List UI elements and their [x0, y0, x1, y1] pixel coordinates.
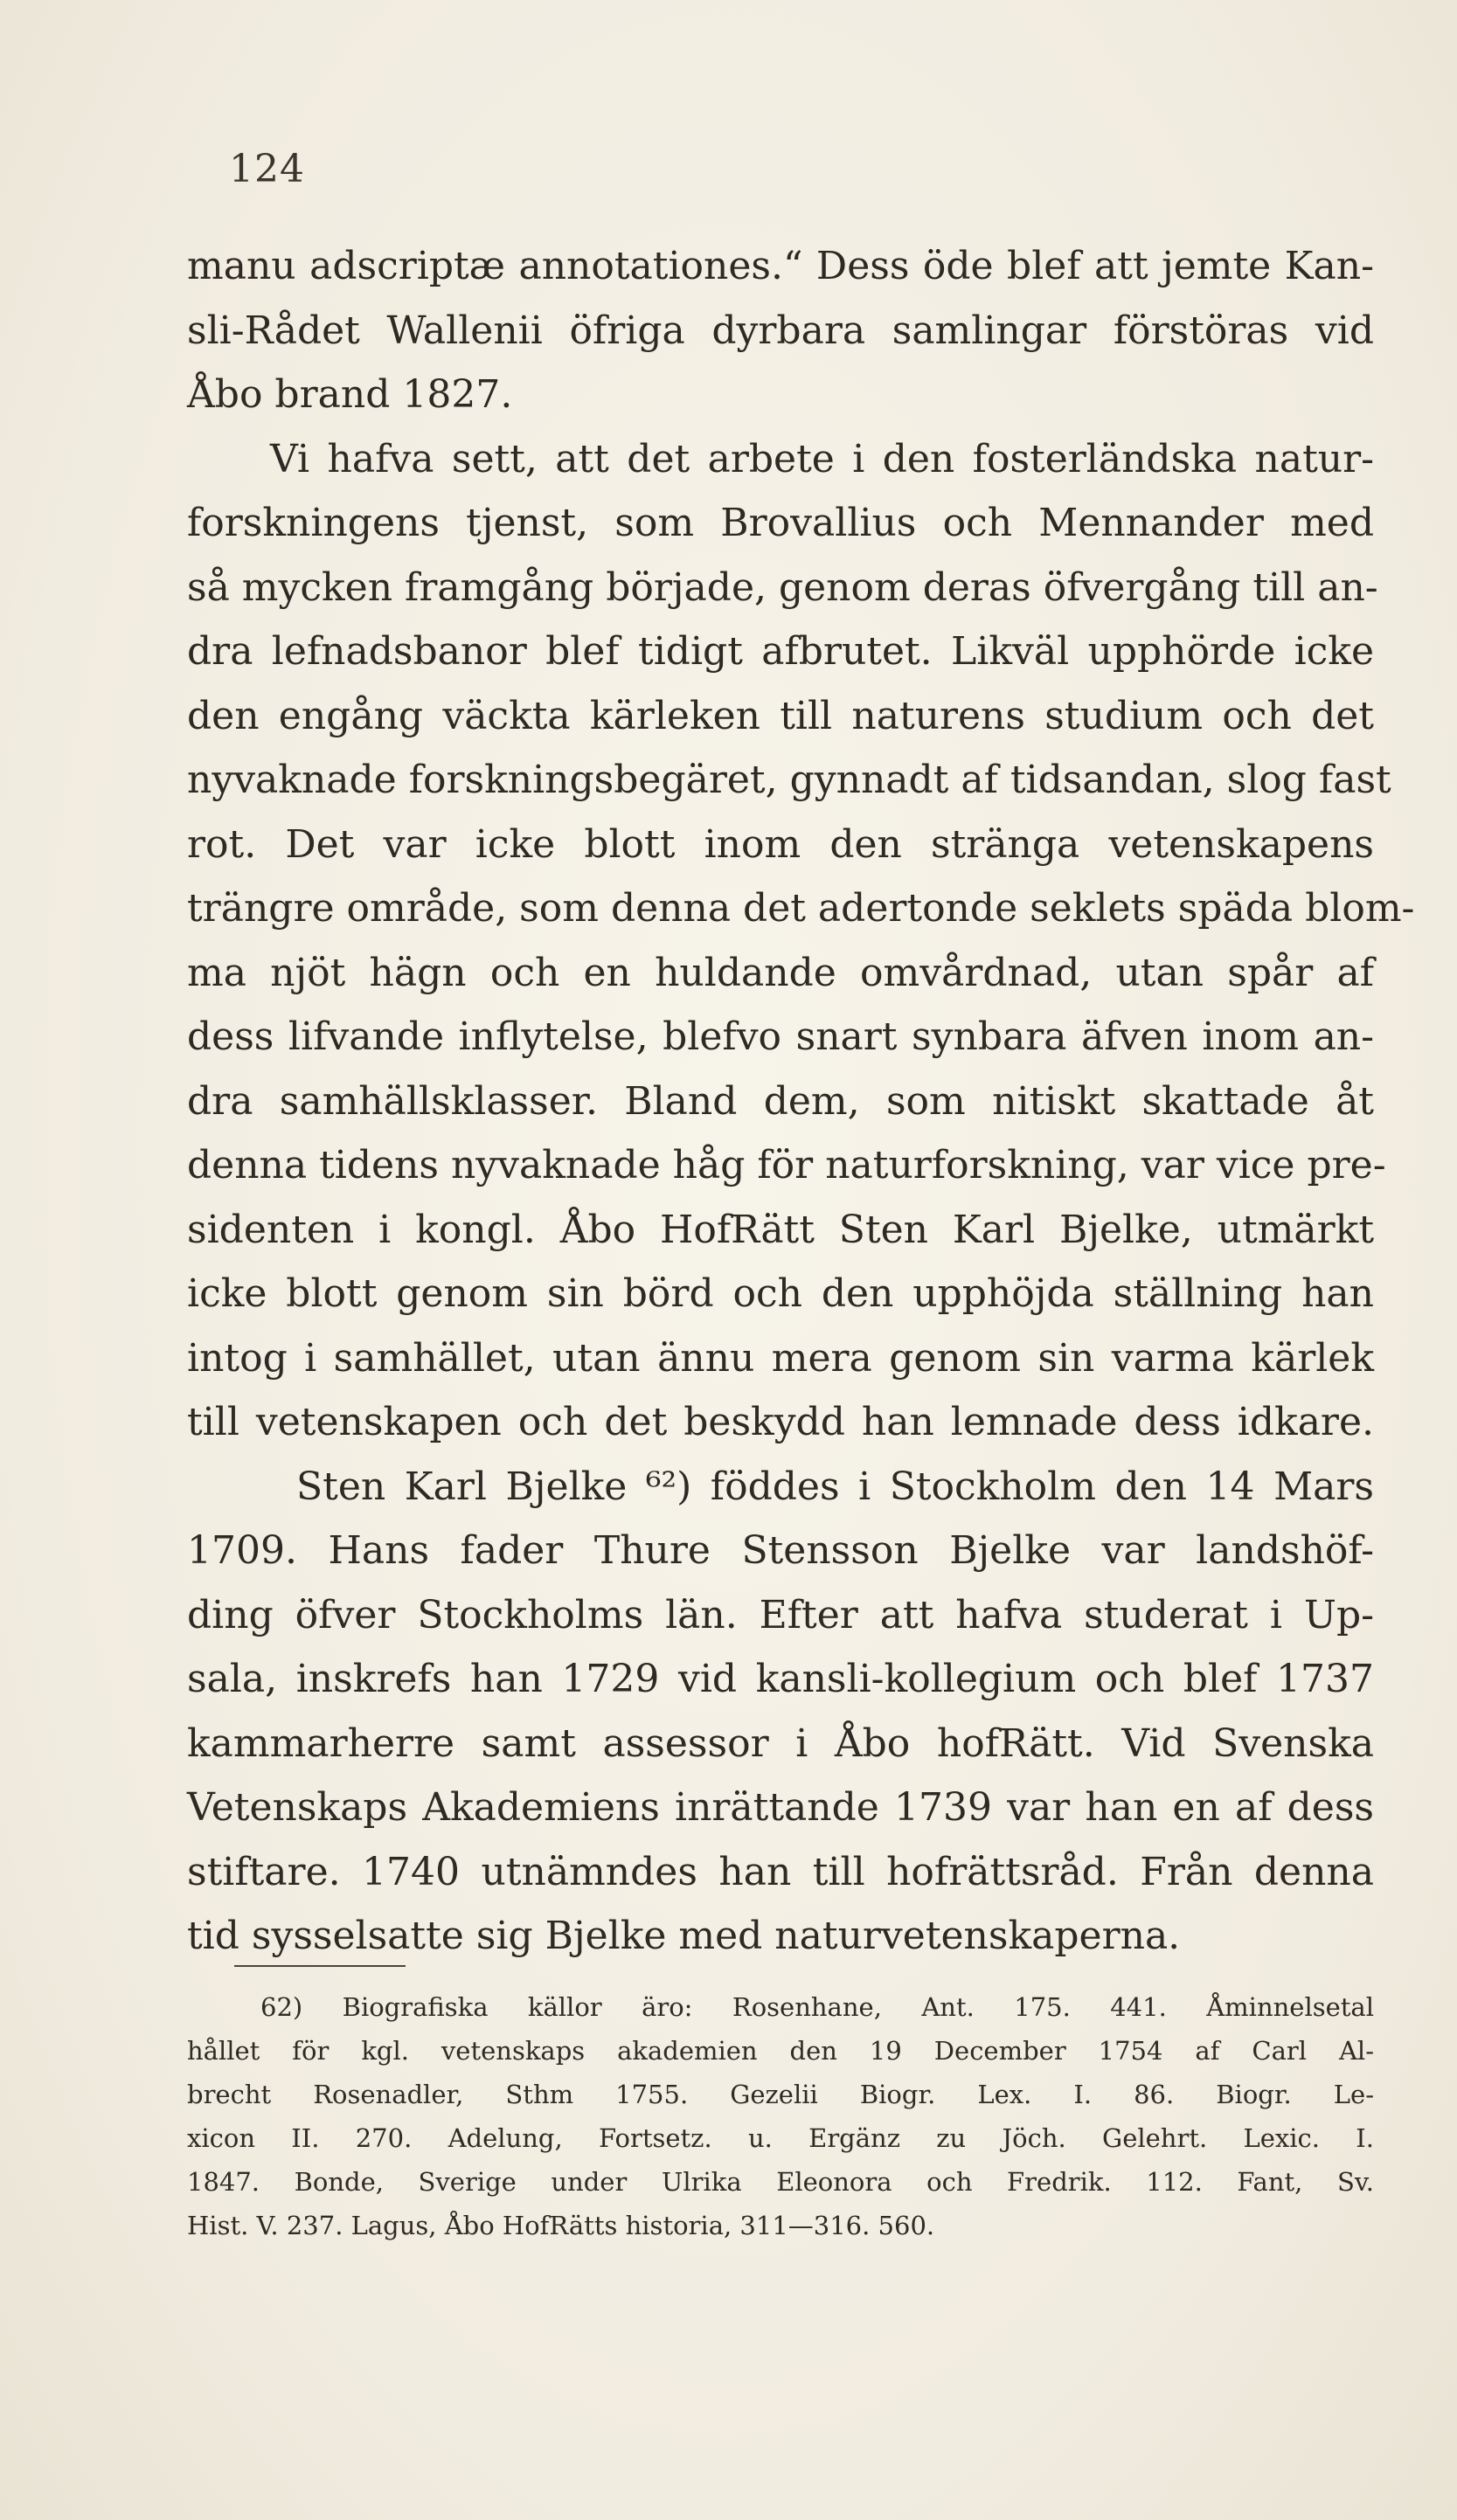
body-line: denna tidens nyvaknade håg för naturforskning, var vice pre-: [187, 1143, 1386, 1187]
body-line: Åbo brand 1827.: [187, 372, 513, 417]
body-line: Sten Karl Bjelke ⁶²) föddes i Stockholm den 14 Mars: [296, 1464, 1374, 1509]
body-line: ma njöt hägn och en huldande omvårdnad, utan spår af: [187, 950, 1374, 995]
footnote-separator: [234, 1965, 406, 1967]
body-line: icke blott genom sin börd och den upphöjda ställning han: [187, 1271, 1374, 1316]
body-line: Vi hafva sett, att det arbete i den fosterländska natur-: [270, 436, 1374, 481]
footnote-line: Hist. V. 237. Lagus, Åbo HofRätts historia, 311—316. 560.: [187, 2211, 935, 2240]
body-line: ding öfver Stockholms län. Efter att hafva studerat i Up-: [187, 1592, 1374, 1637]
body-line: 1709. Hans fader Thure Stensson Bjelke var landshöf-: [187, 1528, 1374, 1573]
page-number: 124: [229, 147, 305, 191]
footnote-line: 1847. Bonde, Sverige under Ulrika Eleonora och Fredrik. 112. Fant, Sv.: [187, 2167, 1374, 2197]
body-line: sidenten i kongl. Åbo HofRätt Sten Karl Bjelke, utmärkt: [187, 1207, 1374, 1252]
body-line: trängre område, som denna det adertonde seklets späda blom-: [187, 886, 1415, 931]
body-line: dra samhällsklasser. Bland dem, som nitiskt skattade åt: [187, 1078, 1374, 1124]
body-line: manu adscriptæ annotationes.“ Dess öde blef att jemte Kan-: [187, 244, 1374, 288]
body-line: sli-Rådet Wallenii öfriga dyrbara samlingar förstöras vid: [187, 308, 1374, 353]
body-line: till vetenskapen och det beskydd han lemnade dess idkare.: [187, 1400, 1374, 1444]
body-line: intog i samhället, utan ännu mera genom sin varma kärlek: [187, 1335, 1374, 1381]
body-line: kammarherre samt assessor i Åbo hofRätt. Vid Svenska: [187, 1720, 1374, 1766]
footnote-line: hållet för kgl. vetenskaps akademien den 19 December 1754 af Carl Al-: [187, 2036, 1374, 2066]
footnote-line: 62) Biografiska källor äro: Rosenhane, Ant. 175. 441. Åminnelsetal: [260, 1992, 1374, 2022]
body-line: forskningens tjenst, som Brovallius och Mennander med: [187, 501, 1374, 545]
body-line: sala, inskrefs han 1729 vid kansli-kollegium och blef 1737: [187, 1657, 1374, 1701]
body-line: dra lefnadsbanor blef tidigt afbrutet. Likväl upphörde icke: [187, 629, 1374, 674]
body-line: tid sysselsatte sig Bjelke med naturvetenskaperna.: [187, 1914, 1181, 1958]
body-line: dess lifvande inflytelse, blefvo snart synbara äfven inom an-: [187, 1014, 1374, 1059]
footnotes: [187, 1985, 1374, 2247]
body-line: Vetenskaps Akademiens inrättande 1739 var han en af dess: [187, 1785, 1374, 1830]
body-line: den engång väckta kärleken till naturens studium och det: [187, 693, 1374, 738]
footnote-line: xicon II. 270. Adelung, Fortsetz. u. Ergänz zu Jöch. Gelehrt. Lexic. I.: [187, 2123, 1374, 2153]
body-line: nyvaknade forskningsbegäret, gynnadt af tidsandan, slog fast: [187, 758, 1391, 802]
body-text: [187, 234, 1415, 1969]
body-line: rot. Det var icke blott inom den stränga vetenskapens: [187, 821, 1374, 867]
footnote-line: brecht Rosenadler, Sthm 1755. Gezelii Biogr. Lex. I. 86. Biogr. Le-: [187, 2080, 1374, 2109]
body-line: stiftare. 1740 utnämndes han till hofrättsråd. Från denna: [187, 1849, 1374, 1894]
body-line: så mycken framgång började, genom deras öfvergång till an-: [187, 564, 1378, 610]
